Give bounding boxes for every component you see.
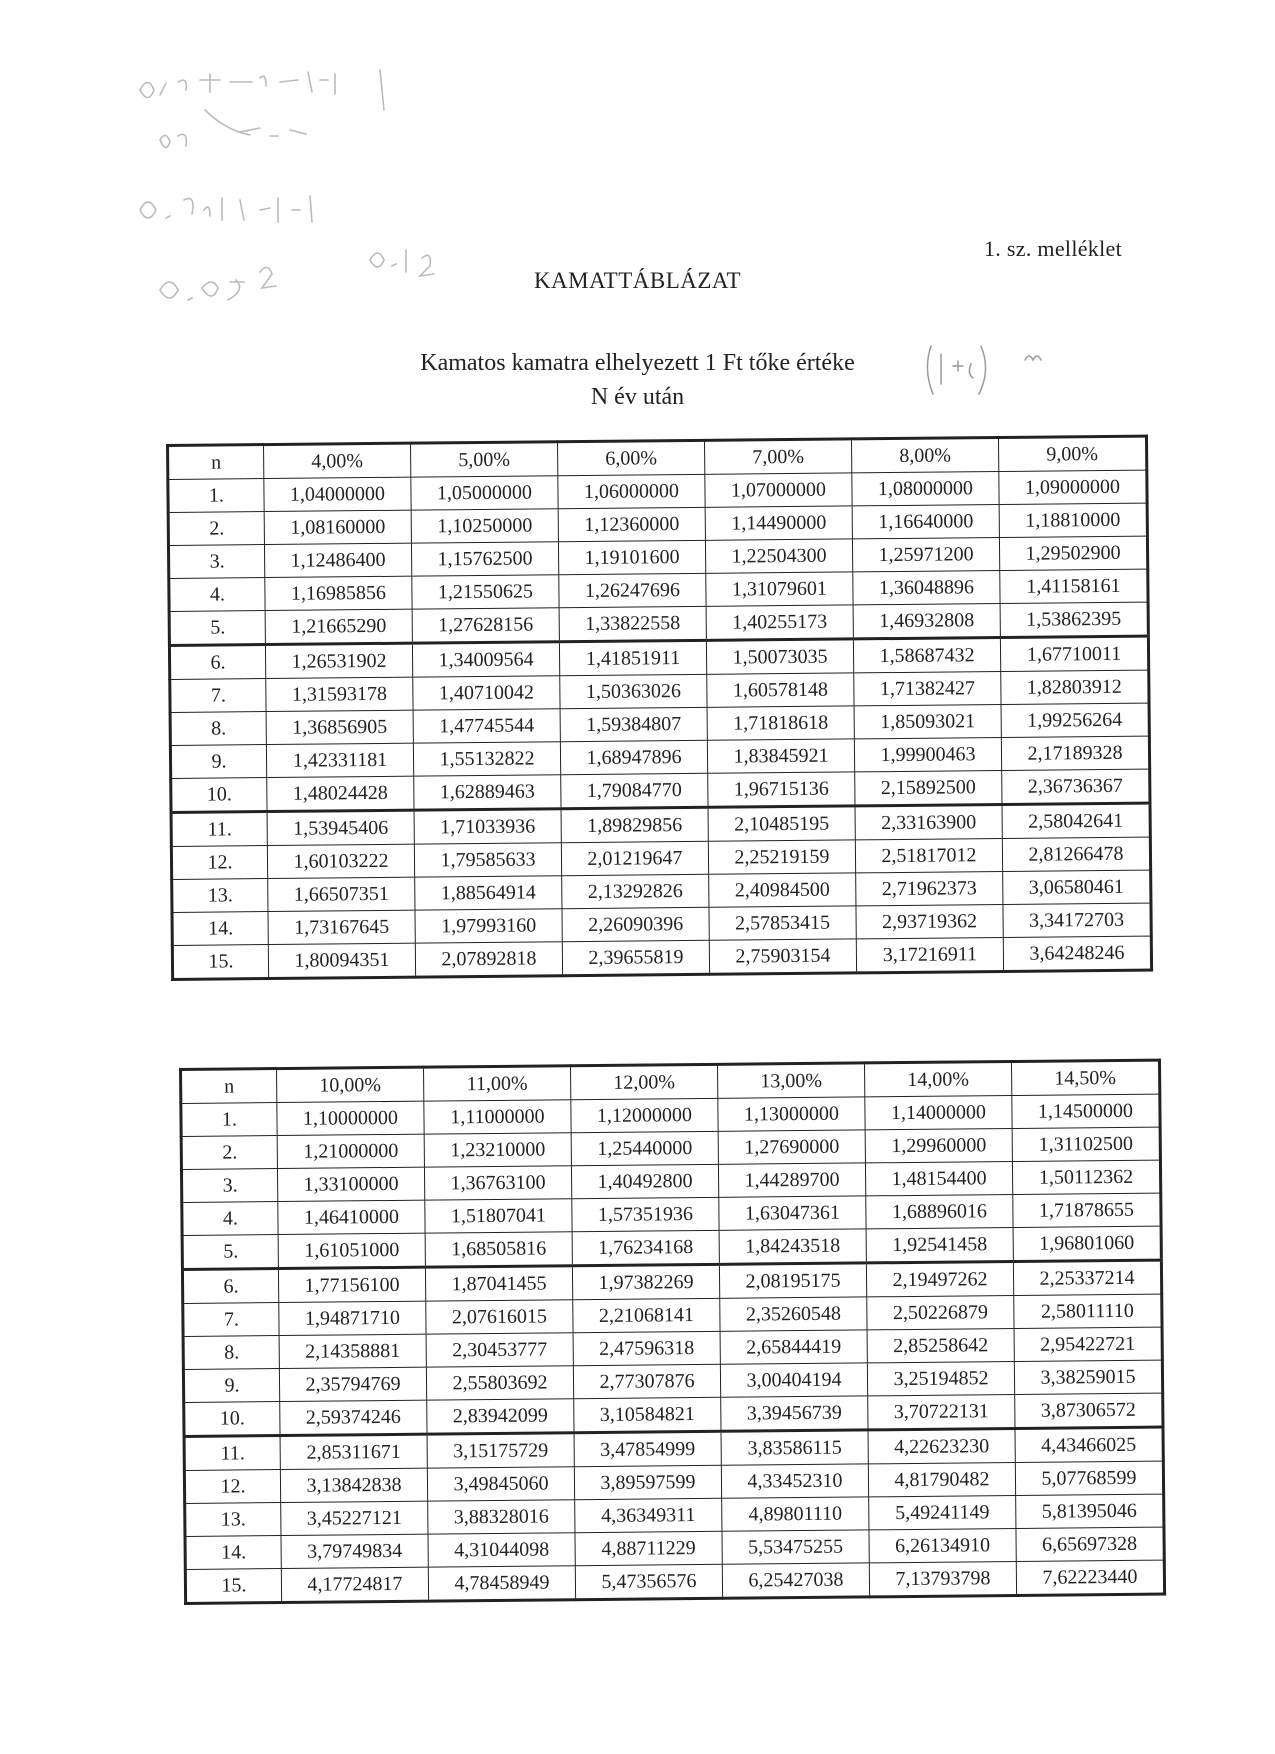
- value-cell: 3,38259015: [1014, 1360, 1162, 1394]
- value-cell: 2,51817012: [855, 838, 1002, 872]
- value-cell: 1,88564914: [415, 876, 562, 910]
- value-cell: 2,55803692: [426, 1366, 573, 1400]
- column-header-rate: 4,00%: [264, 443, 411, 478]
- row-year-cell: 14.: [185, 1536, 281, 1570]
- value-cell: 1,21550625: [412, 575, 559, 609]
- value-cell: 2,17189328: [1001, 736, 1149, 770]
- value-cell: 5,07768599: [1015, 1461, 1163, 1495]
- value-cell: 1,12486400: [264, 543, 411, 577]
- value-cell: 1,94871710: [279, 1301, 426, 1335]
- row-year-cell: 9.: [170, 745, 266, 779]
- value-cell: 1,31102500: [1012, 1127, 1160, 1161]
- value-cell: 1,36763100: [424, 1166, 571, 1200]
- value-cell: 1,61051000: [278, 1233, 425, 1268]
- value-cell: 1,71878655: [1013, 1193, 1161, 1227]
- value-cell: 4,88711229: [575, 1531, 722, 1565]
- value-cell: 1,50073035: [706, 639, 853, 674]
- value-cell: 1,79084770: [561, 773, 708, 808]
- value-cell: 1,46410000: [278, 1200, 425, 1234]
- value-cell: 1,25440000: [571, 1131, 718, 1165]
- value-cell: 1,14000000: [865, 1096, 1012, 1130]
- row-year-cell: 8.: [170, 712, 266, 746]
- value-cell: 1,53862395: [1000, 602, 1148, 637]
- row-year-cell: 3.: [181, 1169, 277, 1203]
- value-cell: 2,08195175: [719, 1263, 866, 1298]
- row-year-cell: 4.: [182, 1202, 278, 1236]
- row-year-cell: 13.: [185, 1503, 281, 1537]
- value-cell: 1,58687432: [853, 637, 1000, 672]
- value-cell: 1,68896016: [866, 1195, 1013, 1229]
- column-header-rate: 7,00%: [704, 439, 851, 474]
- row-year-cell: 3.: [168, 545, 264, 579]
- value-cell: 4,33452310: [721, 1464, 868, 1498]
- value-cell: 3,64248246: [1003, 936, 1151, 971]
- value-cell: 2,33163900: [855, 804, 1002, 839]
- value-cell: 3,70722131: [868, 1394, 1015, 1429]
- value-cell: 1,31079601: [706, 572, 853, 606]
- value-cell: 1,44289700: [718, 1163, 865, 1197]
- value-cell: 1,10000000: [277, 1101, 424, 1135]
- value-cell: 1,48154400: [865, 1162, 1012, 1196]
- value-cell: 2,81266478: [1002, 837, 1150, 871]
- value-cell: 1,63047361: [719, 1196, 866, 1230]
- value-cell: 1,41851911: [559, 640, 706, 675]
- value-cell: 1,99256264: [1001, 703, 1149, 737]
- value-cell: 1,08160000: [264, 510, 411, 544]
- value-cell: 1,97382269: [572, 1264, 719, 1299]
- value-cell: 3,06580461: [1003, 870, 1151, 904]
- value-cell: 2,75903154: [709, 939, 856, 974]
- value-cell: 1,36856905: [266, 710, 413, 744]
- value-cell: 2,07616015: [426, 1300, 573, 1334]
- value-cell: 1,07000000: [705, 473, 852, 507]
- row-year-cell: 10.: [171, 778, 267, 813]
- value-cell: 1,48024428: [267, 776, 414, 811]
- row-year-cell: 2.: [181, 1136, 277, 1170]
- value-cell: 2,85311671: [280, 1434, 427, 1469]
- column-header-rate: 11,00%: [424, 1066, 571, 1101]
- value-cell: 6,26134910: [869, 1528, 1016, 1562]
- value-cell: 1,76234168: [572, 1230, 719, 1265]
- value-cell: 1,40255173: [706, 605, 853, 640]
- value-cell: 6,25427038: [722, 1563, 869, 1598]
- value-cell: 1,71382427: [854, 671, 1001, 705]
- value-cell: 1,33100000: [277, 1167, 424, 1201]
- value-cell: 2,07892818: [415, 942, 562, 977]
- value-cell: 1,12000000: [571, 1098, 718, 1132]
- value-cell: 1,53945406: [267, 810, 414, 845]
- value-cell: 1,68947896: [560, 740, 707, 774]
- value-cell: 4,31044098: [428, 1533, 575, 1567]
- row-year-cell: 1.: [181, 1103, 277, 1137]
- value-cell: 2,25337214: [1013, 1260, 1161, 1295]
- value-cell: 1,27690000: [718, 1130, 865, 1164]
- value-cell: 1,21000000: [277, 1134, 424, 1168]
- value-cell: 1,71818618: [707, 706, 854, 740]
- value-cell: 1,29502900: [999, 536, 1147, 570]
- value-cell: 5,81395046: [1016, 1494, 1164, 1528]
- value-cell: 2,77307876: [573, 1364, 720, 1398]
- value-cell: 1,79585633: [414, 843, 561, 877]
- value-cell: 1,33822558: [559, 606, 706, 641]
- value-cell: 1,40492800: [571, 1164, 718, 1198]
- value-cell: 7,13793798: [869, 1561, 1016, 1596]
- value-cell: 1,60103222: [267, 844, 414, 878]
- value-cell: 1,21665290: [265, 609, 412, 644]
- row-year-cell: 12.: [171, 846, 267, 880]
- value-cell: 1,82803912: [1001, 670, 1149, 704]
- value-cell: 2,95422721: [1014, 1327, 1162, 1361]
- value-cell: 1,66507351: [268, 877, 415, 911]
- value-cell: 1,84243518: [719, 1229, 866, 1264]
- value-cell: 3,34172703: [1003, 903, 1151, 937]
- column-header-rate: 13,00%: [717, 1063, 864, 1098]
- value-cell: 3,39456739: [721, 1396, 868, 1431]
- value-cell: 1,71033936: [414, 809, 561, 844]
- value-cell: 4,89801110: [722, 1497, 869, 1531]
- value-cell: 2,39655819: [562, 940, 709, 975]
- row-year-cell: 15.: [172, 945, 268, 980]
- value-cell: 4,78458949: [428, 1566, 575, 1601]
- row-year-cell: 8.: [183, 1336, 279, 1370]
- value-cell: 1,10250000: [411, 509, 558, 543]
- value-cell: 1,26247696: [559, 573, 706, 607]
- value-cell: 1,09000000: [999, 470, 1147, 504]
- row-year-cell: 6.: [182, 1269, 278, 1304]
- row-year-cell: 10.: [184, 1402, 280, 1437]
- value-cell: 1,16640000: [852, 505, 999, 539]
- value-cell: 2,65844419: [720, 1330, 867, 1364]
- value-cell: 4,81790482: [868, 1462, 1015, 1496]
- value-cell: 2,59374246: [280, 1400, 427, 1435]
- value-cell: 2,01219647: [561, 841, 708, 875]
- value-cell: 3,88328016: [428, 1500, 575, 1534]
- value-cell: 2,83942099: [427, 1399, 574, 1434]
- value-cell: 1,59384807: [560, 707, 707, 741]
- value-cell: 3,13842838: [280, 1468, 427, 1502]
- value-cell: 1,36048896: [853, 571, 1000, 605]
- value-cell: 1,73167645: [268, 910, 415, 944]
- value-cell: 2,13292826: [562, 874, 709, 908]
- value-cell: 1,19101600: [558, 540, 705, 574]
- value-cell: 3,87306572: [1015, 1393, 1163, 1428]
- value-cell: 1,80094351: [268, 943, 415, 978]
- column-header-n: n: [168, 445, 264, 480]
- value-cell: 1,55132822: [413, 742, 560, 776]
- value-cell: 2,85258642: [867, 1328, 1014, 1362]
- row-year-cell: 15.: [185, 1569, 281, 1604]
- column-header-rate: 14,50%: [1011, 1060, 1159, 1095]
- value-cell: 1,50363026: [560, 674, 707, 708]
- value-cell: 2,58011110: [1014, 1294, 1162, 1328]
- value-cell: 1,57351936: [572, 1197, 719, 1231]
- row-year-cell: 5.: [182, 1235, 278, 1270]
- value-cell: 1,62889463: [414, 775, 561, 810]
- value-cell: 3,79749834: [281, 1534, 428, 1568]
- value-cell: 3,89597599: [574, 1465, 721, 1499]
- value-cell: 2,19497262: [866, 1261, 1013, 1296]
- value-cell: 1,15762500: [411, 542, 558, 576]
- value-cell: 1,60578148: [707, 673, 854, 707]
- value-cell: 1,41158161: [1000, 569, 1148, 603]
- value-cell: 2,35260548: [720, 1297, 867, 1331]
- value-cell: 1,14490000: [705, 506, 852, 540]
- row-year-cell: 2.: [168, 512, 264, 546]
- row-year-cell: 6.: [169, 645, 265, 680]
- value-cell: 3,17216911: [856, 937, 1003, 972]
- interest-table-2: [179, 1059, 1166, 1605]
- value-cell: 2,26090396: [562, 907, 709, 941]
- value-cell: 3,47854999: [574, 1431, 721, 1466]
- value-cell: 1,31593178: [266, 677, 413, 711]
- value-cell: 7,62223440: [1016, 1560, 1164, 1595]
- value-cell: 2,58042641: [1002, 803, 1150, 838]
- subtitle-line-2: N év után: [590, 384, 685, 410]
- value-cell: 2,25219159: [708, 840, 855, 874]
- value-cell: 1,96801060: [1013, 1226, 1161, 1261]
- column-header-n: n: [181, 1069, 277, 1104]
- value-cell: 3,00404194: [720, 1363, 867, 1397]
- column-header-rate: 12,00%: [570, 1064, 717, 1099]
- subtitle-line-1: Kamatos kamatra elhelyezett 1 Ft tőke értéke: [420, 350, 855, 376]
- value-cell: 1,25971200: [852, 538, 999, 572]
- value-cell: 1,83845921: [707, 739, 854, 773]
- value-cell: 1,51807041: [425, 1199, 572, 1233]
- value-cell: 2,57853415: [709, 906, 856, 940]
- row-year-cell: 11.: [171, 812, 267, 847]
- value-cell: 1,16985856: [265, 576, 412, 610]
- value-cell: 2,40984500: [709, 873, 856, 907]
- value-cell: 1,96715136: [708, 772, 855, 807]
- row-year-cell: 4.: [169, 578, 265, 612]
- row-year-cell: 11.: [184, 1436, 280, 1471]
- column-header-rate: 5,00%: [411, 442, 558, 477]
- row-year-cell: 7.: [183, 1303, 279, 1337]
- value-cell: 2,35794769: [279, 1367, 426, 1401]
- value-cell: 1,46932808: [853, 604, 1000, 639]
- value-cell: 2,10485195: [708, 806, 855, 841]
- value-cell: 2,14358881: [279, 1334, 426, 1368]
- value-cell: 3,83586115: [721, 1430, 868, 1465]
- value-cell: 5,47356576: [575, 1564, 722, 1599]
- value-cell: 1,92541458: [866, 1228, 1013, 1263]
- value-cell: 3,45227121: [281, 1501, 428, 1535]
- value-cell: 4,22623230: [868, 1428, 1015, 1463]
- value-cell: 1,89829856: [561, 807, 708, 842]
- value-cell: 1,18810000: [999, 503, 1147, 537]
- value-cell: 1,40710042: [413, 676, 560, 710]
- value-cell: 6,65697328: [1016, 1527, 1164, 1561]
- interest-table-1: [166, 435, 1153, 981]
- annex-label: 1. sz. melléklet: [984, 236, 1122, 261]
- row-year-cell: 1.: [168, 479, 264, 513]
- value-cell: 1,26531902: [265, 643, 412, 678]
- value-cell: 4,36349311: [575, 1498, 722, 1532]
- value-cell: 1,23210000: [424, 1133, 571, 1167]
- row-year-cell: 12.: [184, 1470, 280, 1504]
- value-cell: 1,50112362: [1012, 1160, 1160, 1194]
- value-cell: 2,93719362: [856, 904, 1003, 938]
- value-cell: 3,25194852: [867, 1361, 1014, 1395]
- value-cell: 1,42331181: [266, 743, 413, 777]
- value-cell: 1,13000000: [718, 1097, 865, 1131]
- row-year-cell: 14.: [172, 912, 268, 946]
- row-year-cell: 7.: [170, 679, 266, 713]
- value-cell: 1,99900463: [854, 737, 1001, 771]
- value-cell: 2,71962373: [856, 871, 1003, 905]
- value-cell: 2,21068141: [573, 1298, 720, 1332]
- value-cell: 2,30453777: [426, 1333, 573, 1367]
- row-year-cell: 5.: [169, 611, 265, 646]
- value-cell: 1,06000000: [558, 474, 705, 508]
- value-cell: 1,47745544: [413, 709, 560, 743]
- value-cell: 2,15892500: [855, 770, 1002, 805]
- column-header-rate: 6,00%: [557, 440, 704, 475]
- value-cell: 1,85093021: [854, 704, 1001, 738]
- value-cell: 3,15175729: [427, 1433, 574, 1468]
- value-cell: 1,11000000: [424, 1100, 571, 1134]
- value-cell: 1,87041455: [425, 1266, 572, 1301]
- value-cell: 3,10584821: [574, 1397, 721, 1432]
- value-cell: 1,67710011: [1000, 636, 1148, 671]
- value-cell: 5,53475255: [722, 1530, 869, 1564]
- value-cell: 1,04000000: [264, 477, 411, 511]
- value-cell: 3,49845060: [427, 1467, 574, 1501]
- value-cell: 1,97993160: [415, 909, 562, 943]
- page-subtitle: [0, 346, 1275, 414]
- value-cell: 2,50226879: [867, 1295, 1014, 1329]
- page-title: KAMATTÁBLÁZAT: [533, 268, 742, 293]
- column-header-rate: 14,00%: [864, 1062, 1011, 1097]
- row-year-cell: 9.: [183, 1369, 279, 1403]
- value-cell: 1,12360000: [558, 507, 705, 541]
- column-header-rate: 9,00%: [998, 436, 1146, 471]
- value-cell: 1,08000000: [852, 472, 999, 506]
- value-cell: 1,68505816: [425, 1232, 572, 1267]
- value-cell: 1,34009564: [412, 642, 559, 677]
- value-cell: 4,17724817: [281, 1567, 428, 1602]
- value-cell: 2,36736367: [1002, 769, 1150, 804]
- value-cell: 1,05000000: [411, 476, 558, 510]
- value-cell: 1,22504300: [705, 539, 852, 573]
- column-header-rate: 10,00%: [277, 1067, 424, 1102]
- value-cell: 1,14500000: [1012, 1094, 1160, 1128]
- value-cell: 1,29960000: [865, 1129, 1012, 1163]
- row-year-cell: 13.: [172, 879, 268, 913]
- column-header-rate: 8,00%: [851, 438, 998, 473]
- value-cell: 5,49241149: [869, 1495, 1016, 1529]
- value-cell: 2,47596318: [573, 1331, 720, 1365]
- value-cell: 4,43466025: [1015, 1427, 1163, 1462]
- value-cell: 1,27628156: [412, 608, 559, 643]
- value-cell: 1,77156100: [278, 1267, 425, 1302]
